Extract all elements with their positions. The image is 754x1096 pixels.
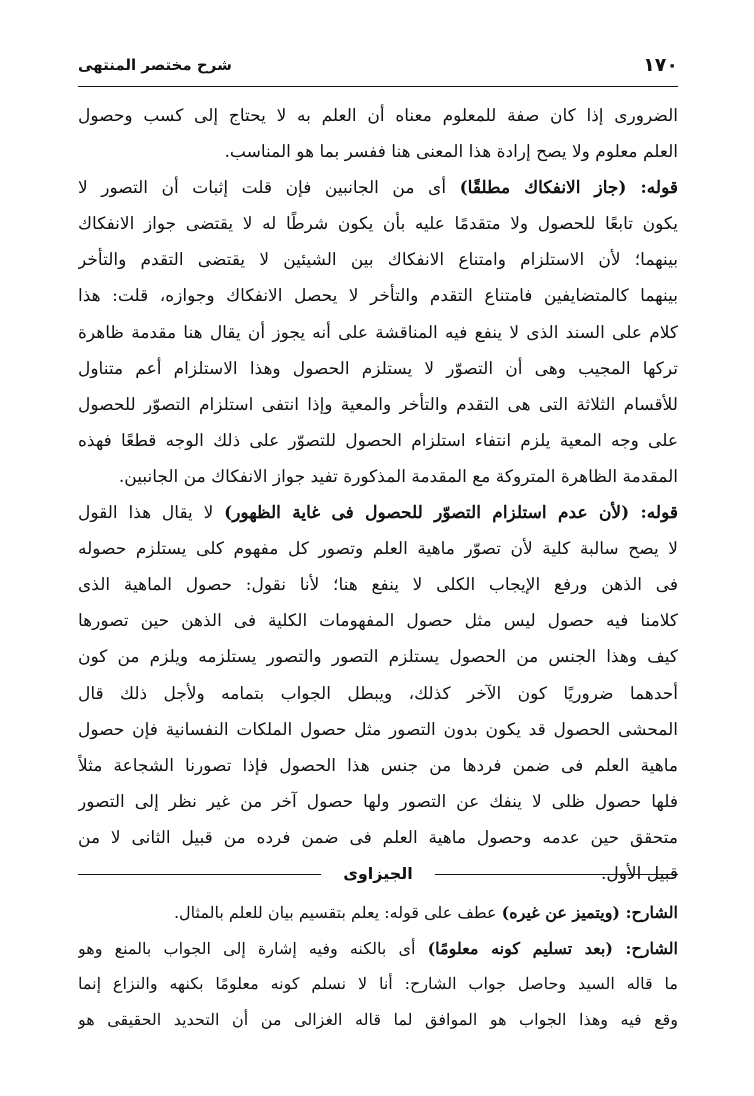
text-line: المقدمة الظاهرة المتروكة مع المقدمة المذكورة تفيد جواز الانفكاك من الجانبين.	[118, 466, 678, 487]
text-line: لا يصح سالبة كلية لأن تصوّر ماهية العلم وتصور كل مفهوم كلى يستلزم حصوله	[78, 539, 678, 560]
footnote-line: الشارح: (بعد تسليم كونه معلومًا) أى بالكنه وفيه إشارة إلى الجواب بالمنع وهو	[78, 938, 678, 958]
commentary-lemma: قوله: (جاز الانفكاك مطلقًا)	[459, 178, 678, 199]
commentary-lemma: قوله: (لأن عدم استلزام التصوّر للحصول فى غاية الظهور)	[224, 503, 678, 524]
commentary-lemma: الشارح: (بعد تسليم كونه معلومًا)	[427, 938, 678, 958]
text-line: قوله: (لأن عدم استلزام التصوّر للحصول فى غاية الظهور) لا يقال هذا القول	[78, 503, 678, 524]
text-line: كيف وهذا الجنس من الحصول يستلزم التصور والتصور يستلزمه ويلزم من كون	[78, 647, 678, 668]
header-rule	[78, 86, 678, 87]
text-line: للأقسام الثلاثة التى هى التقدم والتأخر والمعية وإذا انتفى استلزام التصوّر للحصول	[78, 394, 678, 415]
text-line: المحشى الحصول قد يكون بدون التصور مثل حصول الملكات النفسانية فإن حصول	[78, 719, 678, 740]
text-line: فى الذهن ورفع الإيجاب الكلى لا ينفع هنا؛ لأنا نقول: حصول الماهية الذى	[78, 575, 678, 596]
text-line: بينهما كالمتضايفين فامتناع التقدم والتأخر لا يحصل الانفكاك وجوازه، قلت: هذا	[78, 286, 678, 307]
running-title: شرح مختصر المنتهى	[78, 56, 232, 74]
text-line: متحقق حين عدمه وحصول ماهية العلم فى ضمن فرده من قبيل الثانى لا من	[78, 827, 678, 848]
text-line: كلامنا فيه حصول ليس مثل حصول المفهومات الكلية فى الذهن حين تصورها	[78, 611, 678, 632]
text-line: بينهما؛ لأن الاستلزام وامتناع الانفكاك بين الشيئين لا يقتضى التقدم والتأخر	[78, 250, 678, 271]
footnote-text	[78, 895, 678, 1037]
main-text	[78, 98, 678, 892]
text-line: قوله: (جاز الانفكاك مطلقًا) أى من الجانبين فإن قلت إثبات أن التصور لا	[78, 178, 678, 199]
section-separator	[78, 862, 678, 886]
text-line: أحدهما ضروريًا كون الآخر كذلك، ويبطل الجواب بتمامه ولأجل ذلك قال	[78, 683, 678, 704]
footnote-line: الشارح: (ويتميز عن غيره) عطف على قوله: يعلم بتقسيم بيان للعلم بالمثال.	[173, 903, 678, 922]
text-line: تركها المجيب وهى أن التصوّر لا يستلزم الحصول وهذا الاستلزام أعم متناول	[78, 358, 678, 379]
commentary-lemma: الشارح: (ويتميز عن غيره)	[501, 903, 678, 922]
footnote-line: ما قاله السيد وحاصل جواب الشارح: أنا لا نسلم كونه معلومًا بكنهه والنزاع إنما	[78, 974, 678, 993]
text-line: يكون تابعًا للحصول ولا متقدمًا عليه بأن يكون شرطًا له لا يقتضى جواز الانفكاك	[78, 214, 678, 235]
text-line: على وجه المعية يلزم انتفاء استلزام الحصول للتصوّر على ذلك الوجه قطعًا فهذه	[78, 430, 678, 451]
text-line: العلم معلوم ولا يصح إرادة هذا المعنى هنا ففسر بما هو المناسب.	[224, 142, 678, 163]
text-line: ماهية العلم فى ضمن فردها من جنس هذا الحصول فإذا تصورنا الشجاعة مثلاً	[78, 755, 678, 776]
text-line: كلام على السند الذى لا ينفع فيه المناقشة على أنه يجوز أن يقال هنا مقدمة ظاهرة	[78, 322, 678, 343]
text-line: فلها حصول ظلى لا ينفك عن التصور ولها حصول آخر من غير نظر إلى التصور	[78, 791, 678, 812]
page-header	[78, 52, 678, 80]
footnote-line: وقع فيه وهذا الجواب هو الموافق لما قاله الغزالى من أن التحديد الحقيقى هو	[78, 1009, 678, 1029]
text-line: الضرورى إذا كان صفة للمعلوم معناه أن العلم به لا يحتاج إلى كسب وحصول	[78, 106, 678, 126]
page-number: ١٧٠	[643, 54, 678, 76]
section-title: الجيزاوى	[343, 864, 413, 883]
text-line: قبيل الأول.	[600, 863, 678, 884]
separator-rule-left	[78, 874, 321, 875]
